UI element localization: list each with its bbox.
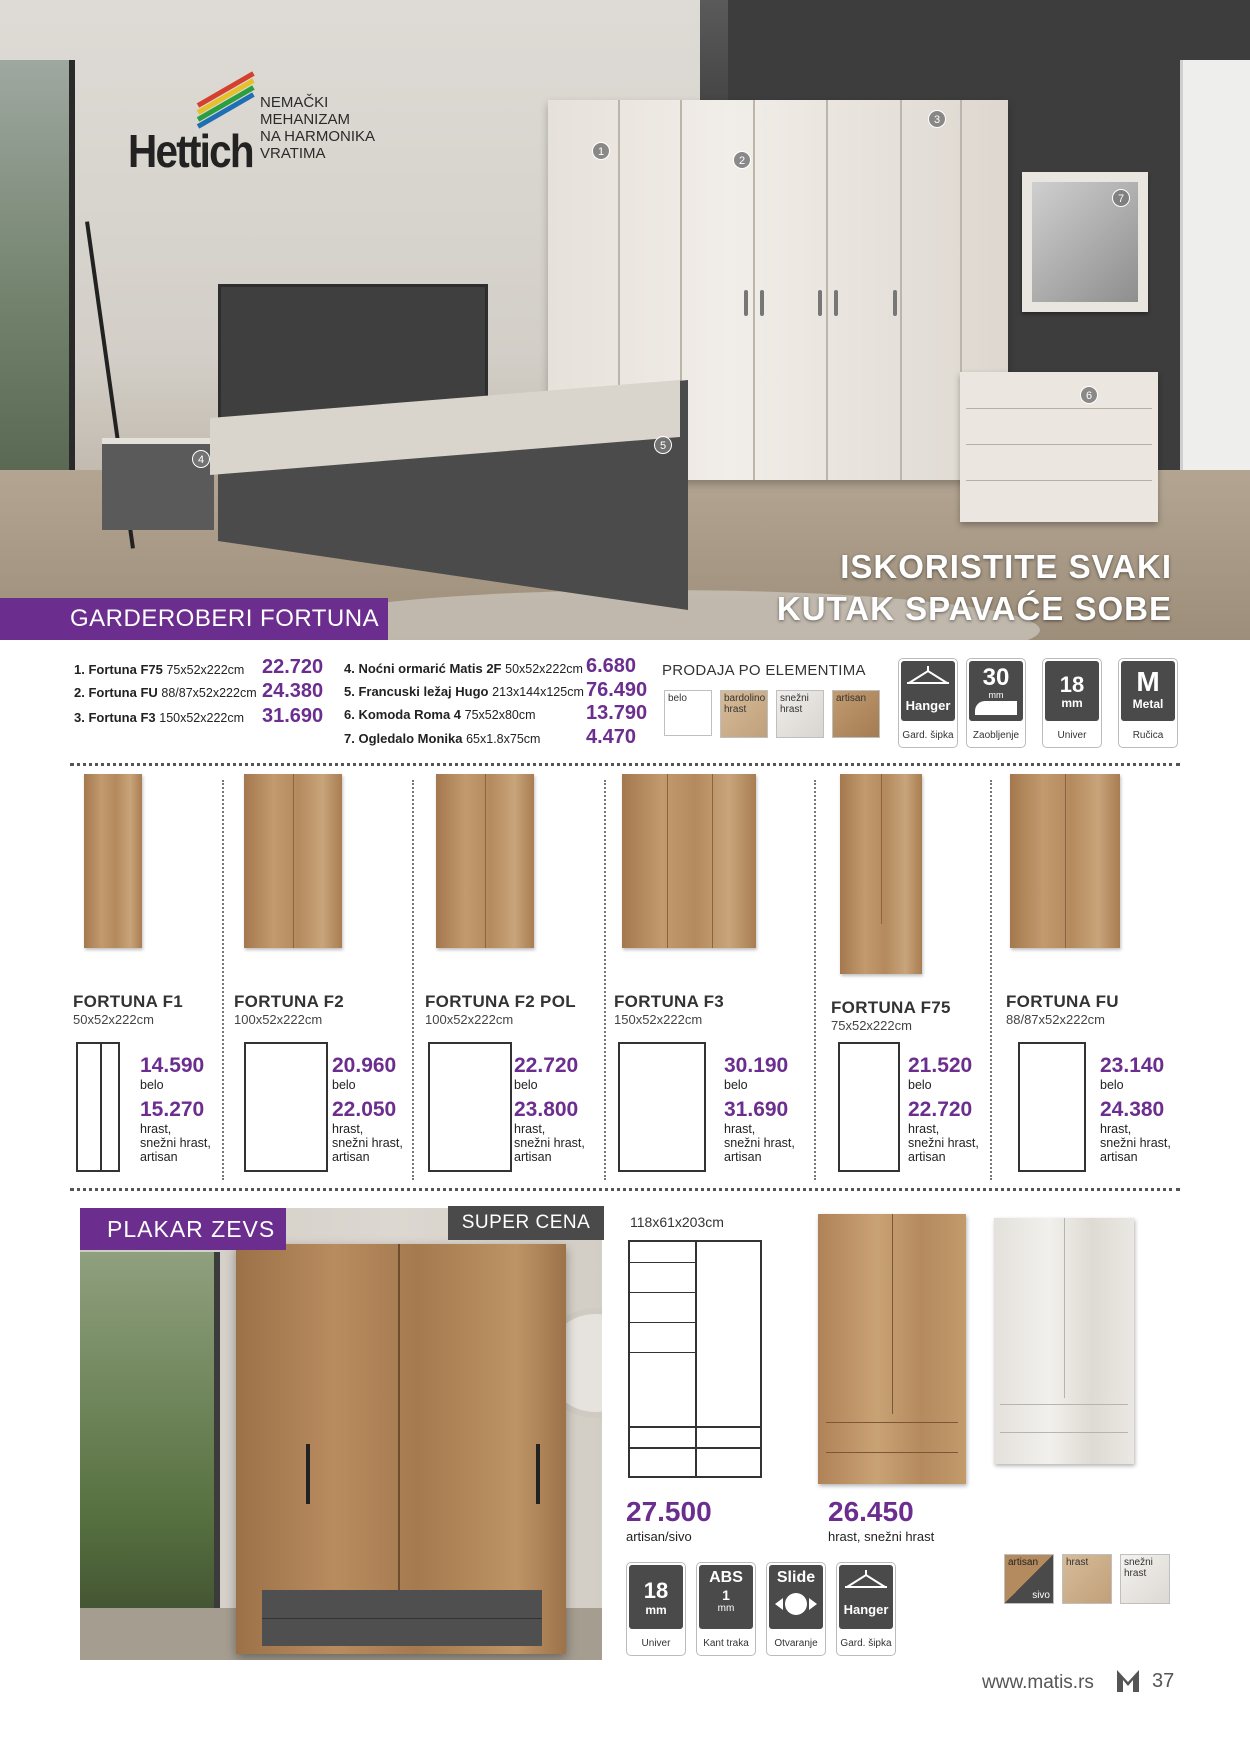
price-white-label: belo (140, 1078, 164, 1092)
fortuna-f2-pol-photo (436, 774, 534, 948)
hero-photo (0, 0, 1250, 640)
slide-icon: Slide (769, 1565, 823, 1629)
hanger-icon: Hanger (839, 1565, 893, 1629)
feature-univer: 18 mm Univer (1042, 658, 1102, 748)
hettich-wordmark: Hettich (128, 125, 253, 177)
badge-2: 2 (733, 151, 751, 169)
thickness-icon: 18 mm (1045, 661, 1099, 721)
fortuna-fu-drawing (1018, 1042, 1086, 1172)
dresser (960, 372, 1158, 522)
price-color-label: hrast, snežni hrast, artisan (908, 1122, 979, 1164)
price-color-label: hrast, snežni hrast, artisan (724, 1122, 795, 1164)
price: 4.470 (586, 726, 637, 748)
hero-headline: ISKORISTITE SVAKI KUTAK SPAVAĆE SOBE (776, 548, 1172, 627)
zevs-hrast-photo (818, 1214, 966, 1484)
price: 6.680 (586, 655, 637, 677)
swatch-bardolino: bardolino hrast (720, 690, 768, 738)
price-color: 23.800 (514, 1098, 579, 1121)
price-white: 21.520 (908, 1054, 973, 1077)
price-white-label: belo (332, 1078, 356, 1092)
badge-6: 6 (1080, 386, 1098, 404)
product-dim: 150x52x222cm (614, 1012, 703, 1027)
product-dim: 50x52x222cm (73, 1012, 154, 1027)
price-color: 15.270 (140, 1098, 205, 1121)
price-white: 20.960 (332, 1054, 397, 1077)
price-color: 22.720 (908, 1098, 973, 1121)
zevs-title: PLAKAR ZEVS (80, 1208, 286, 1250)
fortuna-f1-drawing (76, 1042, 120, 1172)
badge-1: 1 (592, 142, 610, 160)
product-name: FORTUNA F1 (73, 992, 184, 1011)
price-color: 24.380 (1100, 1098, 1165, 1121)
divider (70, 763, 1180, 766)
divider (222, 780, 224, 1180)
price: 24.380 (262, 680, 324, 702)
swatch-artisan: artisan (832, 690, 880, 738)
thickness-icon: 18 mm (629, 1565, 683, 1629)
price-white: 30.190 (724, 1054, 789, 1077)
price-color-label: hrast, snežni hrast, artisan (1100, 1122, 1171, 1164)
zevs-label-hrast: hrast, snežni hrast (828, 1529, 935, 1544)
price-white-label: belo (724, 1078, 748, 1092)
rounded-edge-icon: 30 mm (969, 661, 1023, 721)
badge-3: 3 (928, 110, 946, 128)
product-dim: 75x52x222cm (831, 1018, 912, 1033)
feature-otvaranje: Slide Otvaranje (766, 1562, 826, 1656)
zevs-drawing (628, 1240, 762, 1478)
room-door (1180, 60, 1250, 490)
feature-rucica: M Metal Ručica (1118, 658, 1178, 748)
fortuna-f75-drawing (838, 1042, 900, 1172)
price-white: 14.590 (140, 1054, 205, 1077)
fortuna-fu-photo (1010, 774, 1120, 948)
product-name: FORTUNA F3 (614, 992, 725, 1011)
zevs-label-artisan: artisan/sivo (626, 1529, 692, 1544)
feature-univer: 18 mm Univer (626, 1562, 686, 1656)
product-name: FORTUNA F2 POL (425, 992, 576, 1011)
price-white: 23.140 (1100, 1054, 1165, 1077)
abs-edge-icon: ABS 1 mm (699, 1565, 753, 1629)
product-dim: 100x52x222cm (234, 1012, 323, 1027)
price-color: 22.050 (332, 1098, 397, 1121)
zevs-price-hrast: 26.450 (828, 1496, 914, 1527)
product-name: FORTUNA FU (1006, 992, 1119, 1011)
elements-title: PRODAJA PO ELEMENTIMA (662, 662, 866, 679)
fortuna-f1-photo (84, 774, 142, 948)
price: 13.790 (586, 702, 648, 724)
divider (70, 1188, 1180, 1191)
price-white-label: belo (514, 1078, 538, 1092)
product-dim: 100x52x222cm (425, 1012, 514, 1027)
hettich-stripes (198, 84, 256, 124)
matis-logo-icon (1115, 1668, 1141, 1694)
swatch-snezni: snežni hrast (776, 690, 824, 738)
badge-5: 5 (654, 436, 672, 454)
swatch-hrast: hrast (1062, 1554, 1112, 1604)
swatch-artisan-sivo: artisan sivo (1004, 1554, 1054, 1604)
price-white-label: belo (1100, 1078, 1124, 1092)
swatch-snezni-hrast: snežni hrast (1120, 1554, 1170, 1604)
price-color-label: hrast, snežni hrast, artisan (140, 1122, 211, 1164)
fortuna-f75-photo (840, 774, 922, 974)
fortuna-f2-pol-drawing (428, 1042, 512, 1172)
fortuna-f2-drawing (244, 1042, 328, 1172)
fortuna-f3-drawing (618, 1042, 706, 1172)
wall-mirror (1022, 172, 1148, 312)
price-color-label: hrast, snežni hrast, artisan (332, 1122, 403, 1164)
hanger-icon: Hanger (901, 661, 955, 721)
hettich-tagline: NEMAČKI MEHANIZAM NA HARMONIKA VRATIMA (260, 94, 376, 162)
badge-4: 4 (192, 450, 210, 468)
feature-zaobljenje: 30 mm Zaobljenje (966, 658, 1026, 748)
fortuna-f2-photo (244, 774, 342, 948)
price-color: 31.690 (724, 1098, 789, 1121)
product-name: FORTUNA F2 (234, 992, 345, 1011)
metal-handle-icon: M Metal (1121, 661, 1175, 721)
price-color-label: hrast, snežni hrast, artisan (514, 1122, 585, 1164)
price-white: 22.720 (514, 1054, 579, 1077)
fortuna-f3-photo (622, 774, 756, 948)
footer-url[interactable]: www.matis.rs (982, 1672, 1094, 1693)
feature-hanger: Hanger Gard. šipka (898, 658, 958, 748)
divider (990, 780, 992, 1180)
price: 22.720 (262, 656, 324, 678)
divider (412, 780, 414, 1180)
page-number: 37 (1152, 1670, 1175, 1692)
super-cena-badge: SUPER CENA (448, 1206, 604, 1240)
product-dim: 88/87x52x222cm (1006, 1012, 1106, 1027)
product-name: FORTUNA F75 (831, 998, 951, 1017)
badge-7: 7 (1112, 189, 1130, 207)
divider (814, 780, 816, 1180)
price-white-label: belo (908, 1078, 932, 1092)
section-title-fortuna: GARDEROBERI FORTUNA (0, 598, 388, 640)
price: 31.690 (262, 705, 324, 727)
price: 76.490 (586, 679, 648, 701)
zevs-snezni-photo (994, 1218, 1134, 1464)
zevs-room-photo (80, 1208, 602, 1660)
zevs-wardrobe (236, 1244, 566, 1654)
zevs-price-artisan: 27.500 (626, 1496, 712, 1527)
zevs-dim: 118x61x203cm (630, 1214, 724, 1230)
divider (604, 780, 606, 1180)
swatch-belo: belo (664, 690, 712, 736)
feature-kant-traka: ABS 1 mm Kant traka (696, 1562, 756, 1656)
feature-hanger: Hanger Gard. šipka (836, 1562, 896, 1656)
